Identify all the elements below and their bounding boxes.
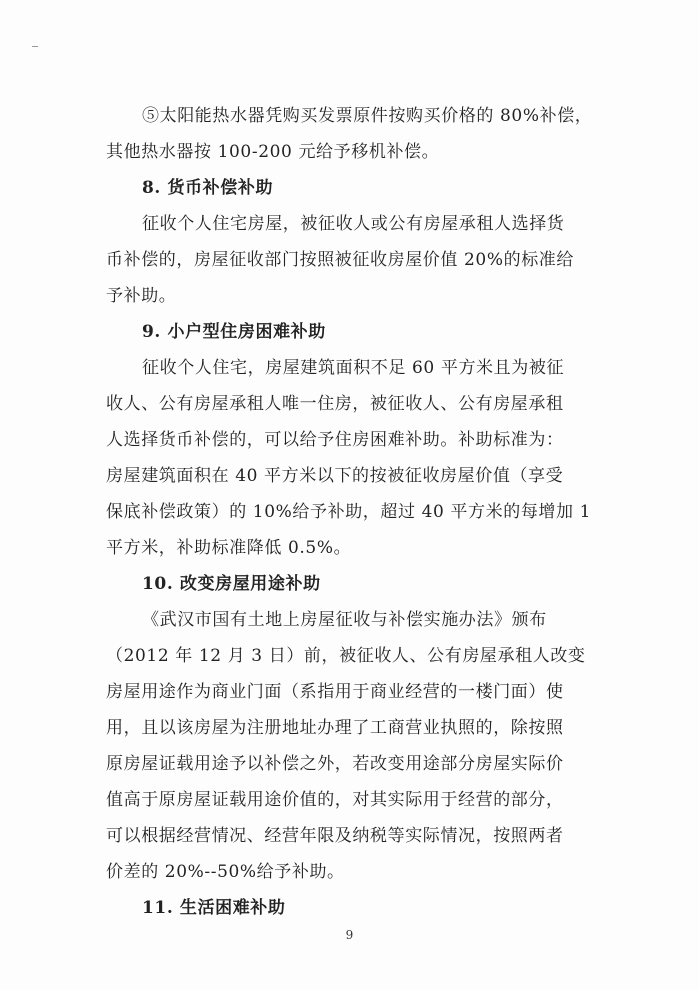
paragraph-line: 其他热水器按 100-200 元给予移机补偿。 <box>106 142 440 162</box>
paragraph-line: 值高于原房屋证载用途价值的，对其实际用于经营的部分， <box>106 790 564 810</box>
section-heading: 10. 改变房屋用途补助 <box>142 574 321 594</box>
paragraph-line: 人选择货币补偿的，可以给予住房困难补助。补助标准为： <box>106 430 564 450</box>
paragraph-line: 予补助。 <box>106 286 177 306</box>
paragraph-line: 房屋建筑面积在 40 平方米以下的按被征收房屋价值（享受 <box>106 466 564 486</box>
paragraph-line: 平方米，补助标准降低 0.5%。 <box>106 538 352 558</box>
paragraph-line: 保底补偿政策）的 10%给予补助，超过 40 平方米的每增加 1 <box>106 502 592 522</box>
paragraph-line: 币补偿的，房屋征收部门按照被征收房屋价值 20%的标准给 <box>106 250 574 270</box>
document-body <box>108 98 604 926</box>
section-heading: 9. 小户型住房困难补助 <box>142 322 326 342</box>
section-heading: 8. 货币补偿补助 <box>142 178 274 198</box>
paragraph-line: 用，且以该房屋为注册地址办理了工商营业执照的，除按照 <box>106 718 564 738</box>
paragraph-line: 房屋用途作为商业门面（系指用于商业经营的一楼门面）使 <box>106 682 564 702</box>
paragraph-line: 征收个人住宅，房屋建筑面积不足 60 平方米且为被征 <box>142 358 565 378</box>
paragraph-line: （2012 年 12 月 3 日）前，被征收人、公有房屋承租人改变 <box>106 646 586 666</box>
paragraph-line: 可以根据经营情况、经营年限及纳税等实际情况，按照两者 <box>106 826 564 846</box>
paragraph-line: 《武汉市国有土地上房屋征收与补偿实施办法》颁布 <box>142 610 547 630</box>
paragraph-line: 价差的 20%--50%给予补助。 <box>106 862 345 882</box>
paragraph-line: 原房屋证载用途予以补偿之外，若改变用途部分房屋实际价 <box>106 754 564 774</box>
scan-mark <box>32 46 38 47</box>
paragraph-line: ⑤太阳能热水器凭购买发票原件按购买价格的 80%补偿， <box>142 106 593 126</box>
paragraph-line: 收人、公有房屋承租人唯一住房，被征收人、公有房屋承租 <box>106 394 564 414</box>
page-number: 9 <box>345 928 354 942</box>
section-heading: 11. 生活困难补助 <box>142 898 286 918</box>
paragraph-line: 征收个人住宅房屋，被征收人或公有房屋承租人选择货 <box>142 214 565 234</box>
